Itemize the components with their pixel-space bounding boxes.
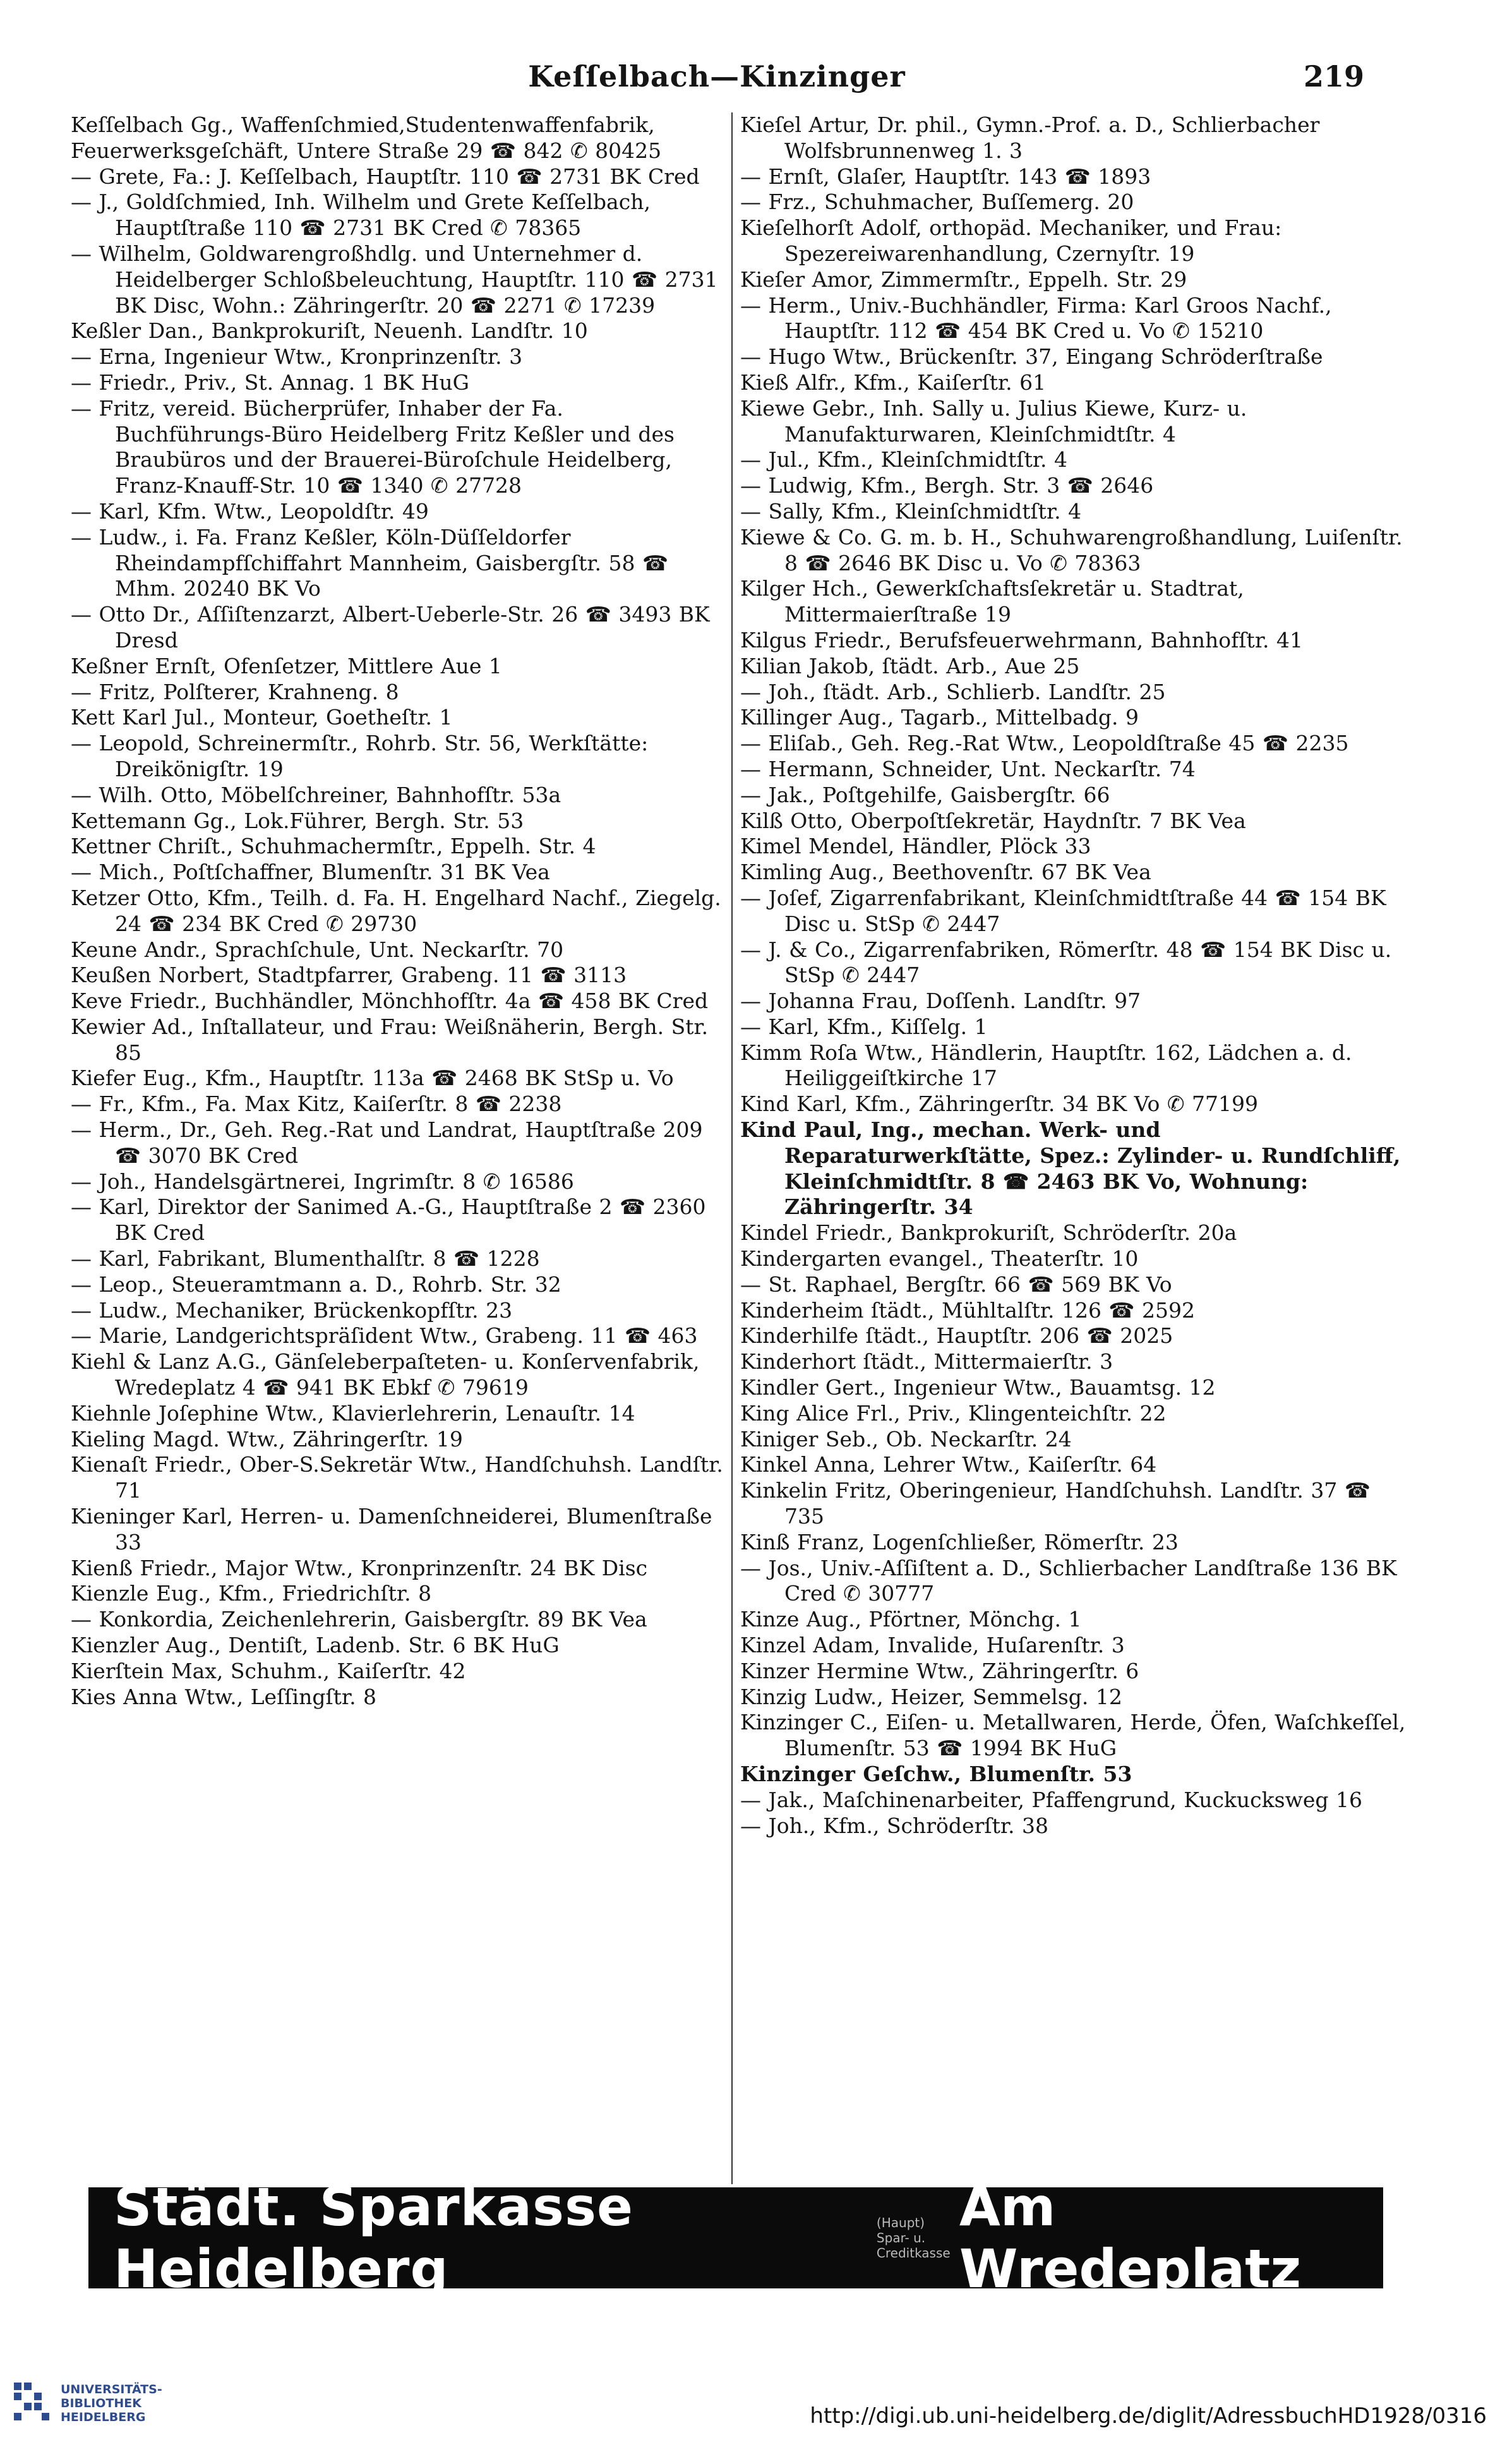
directory-entry: — Wilhelm, Goldwarengroßhdlg. und Unternehmer d. Heidelberger Schloßbeleuchtung, Hauptſtr. 110 ☎ 2731 BK Disc, Wohn.: Zähringerſtr. 20 ☎ 2271 ✆ 17239 (71, 241, 718, 318)
directory-entry: — Fritz, vereid. Bücherprüfer, Inhaber der Fa. Buchführungs-Büro Heidelberg Fritz Keßler und des Braubüros und der Brauerei-Büroſchule Heidelberg, Franz-Knauff-Str. 10 ☎ 1340 ✆ 27728 (71, 395, 675, 498)
directory-entry: King Alice Frl., Priv., Klingenteichſtr. 22 (740, 1400, 1167, 1426)
directory-entry: Kilger Hch., Gewerkſchaftsſekretär u. Stadtrat, Mittermaierſtraße 19 (740, 576, 1244, 627)
directory-entry: Kinderhort ſtädt., Mittermaierſtr. 3 (740, 1349, 1113, 1374)
directory-entry: Kinderhilfe ſtädt., Hauptſtr. 206 ☎ 2025 (740, 1323, 1173, 1349)
directory-entry: Kiewe & Co. G. m. b. H., Schuhwarengroßhandlung, Luiſenſtr. 8 ☎ 2646 BK Disc u. Vo ✆ 78363 (740, 524, 1403, 575)
directory-entry: — Johanna Frau, Doſſenh. Landſtr. 97 (740, 989, 1141, 1014)
directory-entry: — Karl, Fabrikant, Blumenthalſtr. 8 ☎ 1228 (71, 1246, 540, 1271)
right-column (740, 112, 1407, 1839)
directory-entry: Keune Andr., Sprachſchule, Unt. Neckarſtr. 70 (71, 937, 564, 962)
directory-entry: Kinkel Anna, Lehrer Wtw., Kaiſerſtr. 64 (740, 1452, 1157, 1477)
directory-entry: — St. Raphael, Bergſtr. 66 ☎ 569 BK Vo (740, 1271, 1172, 1297)
library-logo-icon (13, 2381, 51, 2422)
directory-entry: Kieſel Artur, Dr. phil., Gymn.-Prof. a. D., Schlierbacher Wolfsbrunnenweg 1. 3 (740, 112, 1320, 163)
directory-entry: — Karl, Kfm. Wtw., Leopoldſtr. 49 (71, 498, 429, 524)
directory-entry: Kinkelin Fritz, Oberingenieur, Handſchuhsh. Landſtr. 37 ☎ 735 (740, 1478, 1371, 1529)
directory-entry: Kienaſt Friedr., Ober-S.Sekretär Wtw., Handſchuhsh. Landſtr. 71 (71, 1452, 723, 1503)
directory-entry: — Hermann, Schneider, Unt. Neckarſtr. 74 (740, 756, 1196, 781)
directory-entry: — Herm., Dr., Geh. Reg.-Rat und Landrat, Hauptſtraße 209 ☎ 3070 BK Cred (71, 1117, 703, 1168)
directory-entry: Kieninger Karl, Herren- u. Damenſchneiderei, Blumenſtraße 33 (71, 1504, 712, 1554)
directory-entry: Kind Karl, Kfm., Zähringerſtr. 34 BK Vo ✆ 77199 (740, 1091, 1258, 1117)
directory-entry: Ketzer Otto, Kfm., Teilh. d. Fa. H. Engelhard Nachf., Ziegelg. 24 ☎ 234 BK Cred ✆ 29730 (71, 885, 721, 936)
directory-entry: Kettemann Gg., Lok.Führer, Bergh. Str. 53 (71, 808, 524, 833)
directory-entry: — Joh., Kfm., Schröderſtr. 38 (740, 1813, 1048, 1838)
directory-entry: Kindel Friedr., Bankprokuriſt, Schröderſtr. 20a (740, 1220, 1237, 1246)
column-divider (731, 112, 733, 2184)
directory-entry: Kieß Alfr., Kfm., Kaiſerſtr. 61 (740, 370, 1047, 395)
directory-entry: Kienzle Eug., Kfm., Friedrichſtr. 8 (71, 1581, 432, 1606)
directory-entry: — Joſef, Zigarrenfabrikant, Kleinſchmidtſtraße 44 ☎ 154 BK Disc u. StSp ✆ 2447 (740, 885, 1386, 936)
directory-entry: — Wilh. Otto, Möbelſchreiner, Bahnhofſtr. 53a (71, 782, 561, 807)
directory-entry: — Marie, Landgerichtspräſident Wtw., Grabeng. 11 ☎ 463 (71, 1323, 698, 1349)
directory-entry: — Frz., Schuhmacher, Buſſemerg. 20 (740, 189, 1134, 215)
directory-entry: — Herm., Univ.-Buchhändler, Firma: Karl Groos Nachf., Hauptſtr. 112 ☎ 454 BK Cred u. Vo ✆ 15210 (740, 292, 1332, 344)
footer (0, 2337, 1512, 2463)
library-logo-text: UNIVERSITÄTS- BIBLIOTHEK HEIDELBERG (61, 2383, 162, 2424)
directory-entry: — Karl, Kfm., Kiſſelg. 1 (740, 1014, 988, 1039)
directory-entry: — Hugo Wtw., Brückenſtr. 37, Eingang Schröderſtraße (740, 344, 1323, 370)
directory-entry: Kimel Mendel, Händler, Plöck 33 (740, 834, 1091, 859)
directory-entry: — Eliſab., Geh. Reg.-Rat Wtw., Leopoldſtraße 45 ☎ 2235 (740, 731, 1349, 756)
directory-entry: Kimling Aug., Beethovenſtr. 67 BK Vea (740, 860, 1151, 885)
directory-entry: Kettner Chriſt., Schuhmachermſtr., Eppelh. Str. 4 (71, 834, 596, 859)
directory-entry: Kieſelhorſt Adolf, orthopäd. Mechaniker, und Frau: Spezereiwarenhandlung, Czernyſtr. 19 (740, 215, 1282, 266)
directory-entry: — J., Goldſchmied, Inh. Wilhelm und Grete Keſſelbach, Hauptſtraße 110 ☎ 2731 BK Cred ✆ 78365 (71, 189, 651, 241)
directory-entry: — Joh., Handelsgärtnerei, Ingrimſtr. 8 ✆ 16586 (71, 1169, 574, 1194)
page-number: 219 (1303, 59, 1364, 93)
directory-entry: — Jak., Poſtgehilfe, Gaisbergſtr. 66 (740, 782, 1110, 807)
left-column (71, 112, 725, 1710)
directory-entry: Kiewe Gebr., Inh. Sally u. Julius Kiewe, Kurz- u. Manufakturwaren, Kleinſchmidtſtr. 4 (740, 395, 1247, 447)
directory-entry: — Karl, Direktor der Sanimed A.-G., Hauptſtraße 2 ☎ 2360 BK Cred (71, 1194, 706, 1246)
directory-entry: — Leop., Steueramtmann a. D., Rohrb. Str. 32 (71, 1271, 561, 1297)
directory-entry: Kilian Jakob, ſtädt. Arb., Aue 25 (740, 653, 1080, 678)
directory-entry: Keßner Ernſt, Ofenſetzer, Mittlere Aue 1 (71, 653, 502, 678)
directory-entry: — Jul., Kfm., Kleinſchmidtſtr. 4 (740, 447, 1067, 472)
directory-entry: Kinß Franz, Logenſchließer, Römerſtr. 23 (740, 1529, 1179, 1554)
directory-entry: Kilgus Friedr., Berufsfeuerwehrmann, Bahnhofſtr. 41 (740, 627, 1303, 652)
directory-entry: — Ludwig, Kfm., Bergh. Str. 3 ☎ 2646 (740, 473, 1154, 498)
directory-entry: — Fritz, Polſterer, Krahneng. 8 (71, 679, 399, 704)
directory-entry: Feuerwerksgeſchäft, Untere Straße 29 ☎ 842 ✆ 80425 (71, 138, 662, 163)
directory-entry: Kienß Friedr., Major Wtw., Kronprinzenſtr. 24 BK Disc (71, 1555, 648, 1580)
source-url-link[interactable]: http://digi.ub.uni-heidelberg.de/diglit/AdressbuchHD1928/0316 (810, 2403, 1487, 2429)
directory-entry: — Fr., Kfm., Fa. Max Kitz, Kaiſerſtr. 8 ☎ 2238 (71, 1091, 562, 1117)
banner-left-text: Städt. Sparkasse Heidelberg (114, 2176, 634, 2300)
directory-entry: Keve Friedr., Buchhändler, Mönchhofſtr. 4a ☎ 458 BK Cred (71, 989, 709, 1014)
directory-entry: Kinze Aug., Pförtner, Mönchg. 1 (740, 1607, 1082, 1632)
directory-entry: Keßler Dan., Bankprokuriſt, Neuenh. Landſtr. 10 (71, 318, 588, 344)
directory-entry: Kilß Otto, Oberpoſtſekretär, Haydnſtr. 7 BK Vea (740, 808, 1246, 833)
directory-entry: — Erna, Ingenieur Wtw., Kronprinzenſtr. 3 (71, 344, 523, 370)
page-title: Keſſelbach—Kinzinger (528, 59, 906, 93)
directory-entry: Kieling Magd. Wtw., Zähringerſtr. 19 (71, 1426, 463, 1451)
directory-entry: — Jak., Maſchinenarbeiter, Pfaffengrund, Kuckucksweg 16 (740, 1787, 1362, 1812)
directory-entry: — Joh., ſtädt. Arb., Schlierb. Landſtr. 25 (740, 679, 1166, 704)
directory-entry: Kinzig Ludw., Heizer, Semmelsg. 12 (740, 1684, 1122, 1709)
directory-entry: — Mich., Poſtſchaffner, Blumenſtr. 31 BK Vea (71, 860, 550, 885)
directory-entry: — Grete, Fa.: J. Keſſelbach, Hauptſtr. 110 ☎ 2731 BK Cred (71, 164, 700, 189)
directory-entry: — Leopold, Schreinermſtr., Rohrb. Str. 56, Werkſtätte: Dreikönigſtr. 19 (71, 731, 649, 781)
directory-entry: — Ernſt, Glaſer, Hauptſtr. 143 ☎ 1893 (740, 164, 1151, 189)
directory-entry: Kiehl & Lanz A.G., Gänſeleberpaſteten- u. Konſervenfabrik, Wredeplatz 4 ☎ 941 BK Ebkf ✆ 79619 (71, 1349, 700, 1400)
directory-entry: Kierſtein Max, Schuhm., Kaiſerſtr. 42 (71, 1658, 466, 1683)
directory-entry: Kies Anna Wtw., Leſſingſtr. 8 (71, 1684, 377, 1709)
directory-entry: Kiefer Eug., Kfm., Hauptſtr. 113a ☎ 2468 BK StSp u. Vo (71, 1066, 674, 1091)
directory-entry: Kind Paul, Ing., mechan. Werk- und Reparaturwerkſtätte, Spez.: Zylinder- u. Rundſchliff, Kleinſchmidtſtr. 8 ☎ 2463 BK Vo, Wohnung: Zähringerſtr. 34 (740, 1117, 1401, 1220)
directory-entry: Kiniger Seb., Ob. Neckarſtr. 24 (740, 1426, 1072, 1451)
directory-entry: Kinzinger Geſchw., Blumenſtr. 53 (740, 1762, 1132, 1786)
directory-entry: Keußen Norbert, Stadtpfarrer, Grabeng. 11 ☎ 3113 (71, 963, 627, 988)
directory-entry: Killinger Aug., Tagarb., Mittelbadg. 9 (740, 705, 1139, 730)
banner-right-text: Am Wredeplatz (959, 2176, 1302, 2300)
directory-entry: Kindergarten evangel., Theaterſtr. 10 (740, 1246, 1139, 1271)
directory-entry: Kett Karl Jul., Monteur, Goetheſtr. 1 (71, 705, 453, 730)
banner-middle-text: (Haupt) Spar- u. Creditkasse (876, 2215, 951, 2261)
directory-entry: Keſſelbach Gg., Waffenſchmied,Studentenwaffenfabrik, (71, 112, 655, 137)
directory-entry: — Friedr., Priv., St. Annag. 1 BK HuG (71, 370, 469, 395)
directory-entry: Kinzinger C., Eiſen- u. Metallwaren, Herde, Öfen, Waſchkeſſel, Blumenſtr. 53 ☎ 1994 BK HuG (740, 1710, 1406, 1761)
directory-entry: — Ludw., Mechaniker, Brückenkopfſtr. 23 (71, 1297, 513, 1323)
directory-entry: Kindler Gert., Ingenieur Wtw., Bauamtsg. 12 (740, 1375, 1216, 1400)
directory-entry: — Ludw., i. Fa. Franz Keßler, Köln-Düſſeldorfer Rheindampfſchiffahrt Mannheim, Gaisbergſtr. 58 ☎ Mhm. 20240 BK Vo (71, 524, 669, 601)
directory-entry: Kiehnle Joſephine Wtw., Klavierlehrerin, Lenauſtr. 14 (71, 1400, 635, 1426)
directory-entry: Kienzler Aug., Dentiſt, Ladenb. Str. 6 BK HuG (71, 1633, 560, 1658)
directory-entry: Kewier Ad., Inſtallateur, und Frau: Weißnäherin, Bergh. Str. 85 (71, 1014, 709, 1065)
directory-entry: Kimm Roſa Wtw., Händlerin, Hauptſtr. 162, Lädchen a. d. Heiliggeiſtkirche 17 (740, 1040, 1352, 1091)
advertisement-banner (88, 2176, 1383, 2300)
directory-entry: — J. & Co., Zigarrenfabriken, Römerſtr. 48 ☎ 154 BK Disc u. StSp ✆ 2447 (740, 937, 1392, 988)
directory-entry: — Otto Dr., Aſſiſtenzarzt, Albert-Ueberle-Str. 26 ☎ 3493 BK Dresd (71, 602, 710, 652)
directory-entry: — Jos., Univ.-Aſſiſtent a. D., Schlierbacher Landſtraße 136 BK Cred ✆ 30777 (740, 1555, 1397, 1606)
page-header (69, 59, 1364, 104)
directory-entry: Kinderheim ſtädt., Mühltalſtr. 126 ☎ 2592 (740, 1297, 1196, 1323)
directory-entry: — Konkordia, Zeichenlehrerin, Gaisbergſtr. 89 BK Vea (71, 1607, 647, 1632)
directory-entry: Kieſer Amor, Zimmermſtr., Eppelh. Str. 29 (740, 267, 1187, 292)
directory-entry: Kinzer Hermine Wtw., Zähringerſtr. 6 (740, 1658, 1139, 1683)
directory-entry: — Sally, Kfm., Kleinſchmidtſtr. 4 (740, 498, 1082, 524)
directory-entry: Kinzel Adam, Invalide, Huſarenſtr. 3 (740, 1633, 1125, 1658)
